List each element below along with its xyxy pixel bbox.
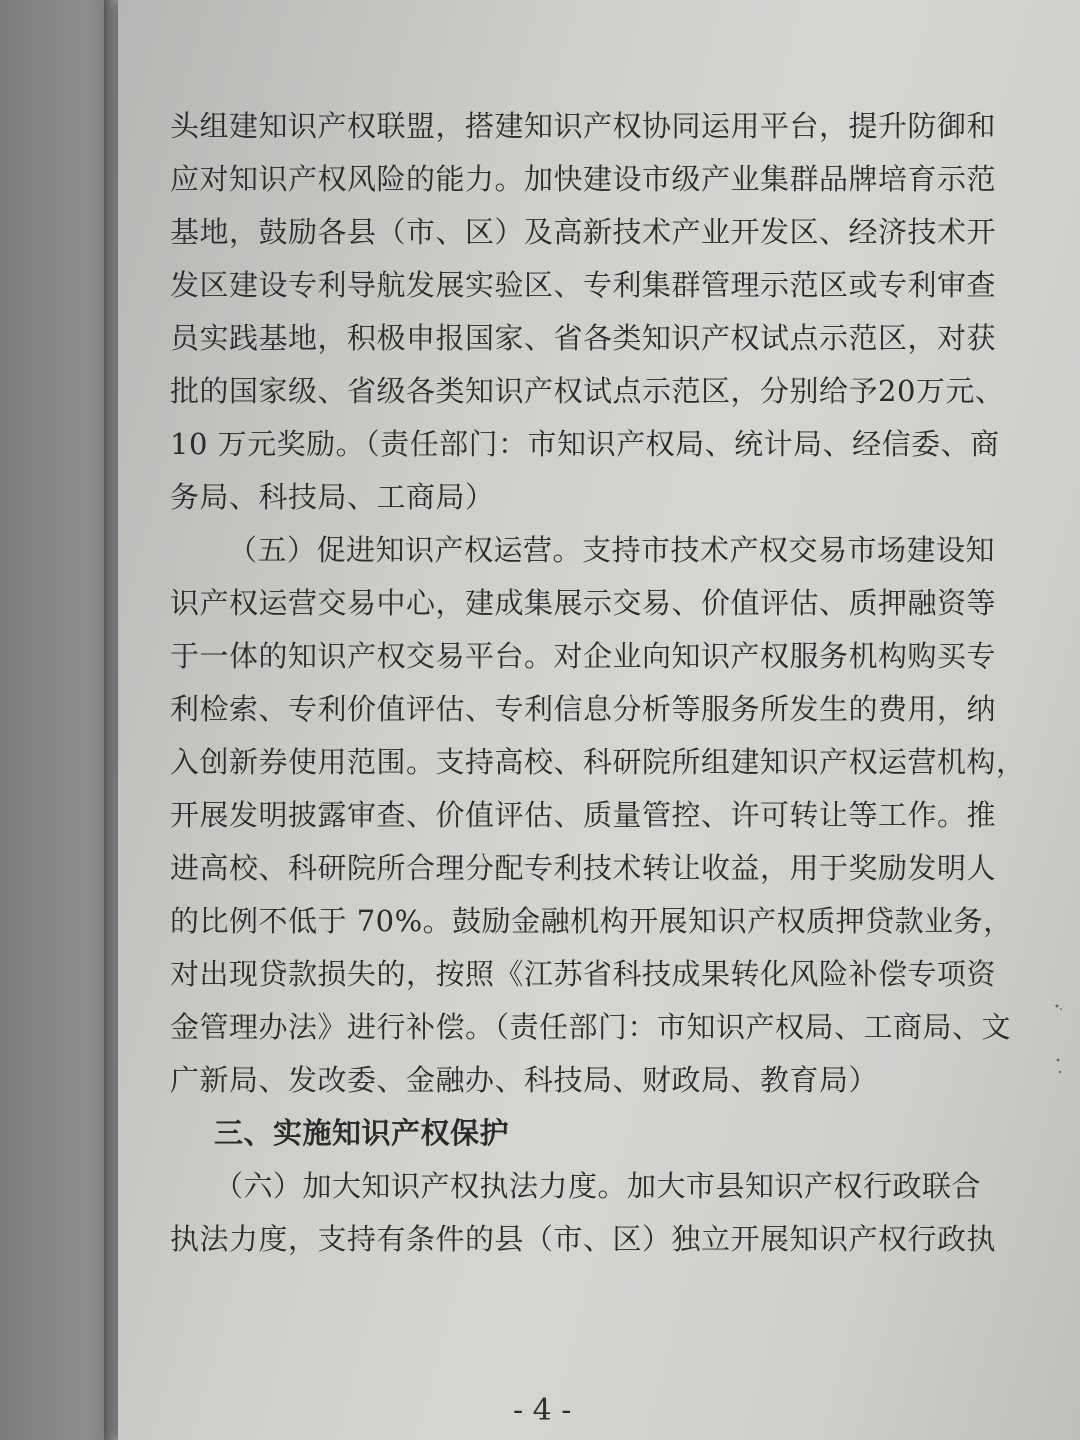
paragraph-start-5: （五）促进知识产权运营。支持市技术产权交易市场建设知 [228, 533, 996, 567]
text-line: 识产权运营交易中心，建成集展示交易、价值评估、质押融资等 [170, 586, 997, 620]
text-line: 利检索、专利价值评估、专利信息分析等服务所发生的费用，纳 [170, 692, 997, 726]
text-line: 入创新券使用范围。支持高校、科研院所组建知识产权运营机构， [170, 745, 1026, 779]
text-line: 开展发明披露审查、价值评估、质量管控、许可转让等工作。推 [170, 798, 997, 832]
text-line: 的比例不低于 70%。鼓励金融机构开展知识产权质押贷款业务， [170, 904, 1013, 938]
section-heading: 三、实施知识产权保护 [214, 1116, 510, 1150]
text-line: 广新局、发改委、金融办、科技局、财政局、教育局） [170, 1063, 879, 1097]
text-line: 员实践基地，积极申报国家、省各类知识产权试点示范区，对获 [170, 321, 997, 355]
text-line: 批的国家级、省级各类知识产权试点示范区，分别给予20万元、 [170, 374, 1005, 408]
text-line: 金管理办法》进行补偿。（责任部门：市知识产权局、工商局、文 [170, 1010, 1012, 1044]
text-line: 执法力度，支持有条件的县（市、区）独立开展知识产权行政执 [170, 1222, 997, 1256]
paper-specks [1052, 1000, 1066, 1080]
body-text [170, 100, 1050, 1266]
text-line: 务局、科技局、工商局） [170, 480, 495, 514]
text-line: 头组建知识产权联盟，搭建知识产权协同运用平台，提升防御和 [170, 109, 997, 143]
text-line: 对出现贷款损失的，按照《江苏省科技成果转化风险补偿专项资 [170, 957, 997, 991]
document-page [118, 0, 1080, 1440]
text-line: 10 万元奖励。（责任部门：市知识产权局、统计局、经信委、商 [170, 427, 1000, 461]
text-line: 应对知识产权风险的能力。加快建设市级产业集群品牌培育示范 [170, 162, 997, 196]
page-number: - 4 - [513, 1393, 572, 1428]
text-line: 于一体的知识产权交易平台。对企业向知识产权服务机构购买专 [170, 639, 997, 673]
text-line: 发区建设专利导航发展实验区、专利集群管理示范区或专利审查 [170, 268, 997, 302]
text-line: 基地，鼓励各县（市、区）及高新技术产业开发区、经济技术开 [170, 215, 997, 249]
text-line: 进高校、科研院所合理分配专利技术转让收益，用于奖励发明人 [170, 851, 997, 885]
paragraph-start-6: （六）加大知识产权执法力度。加大市县知识产权行政联合 [214, 1169, 982, 1203]
